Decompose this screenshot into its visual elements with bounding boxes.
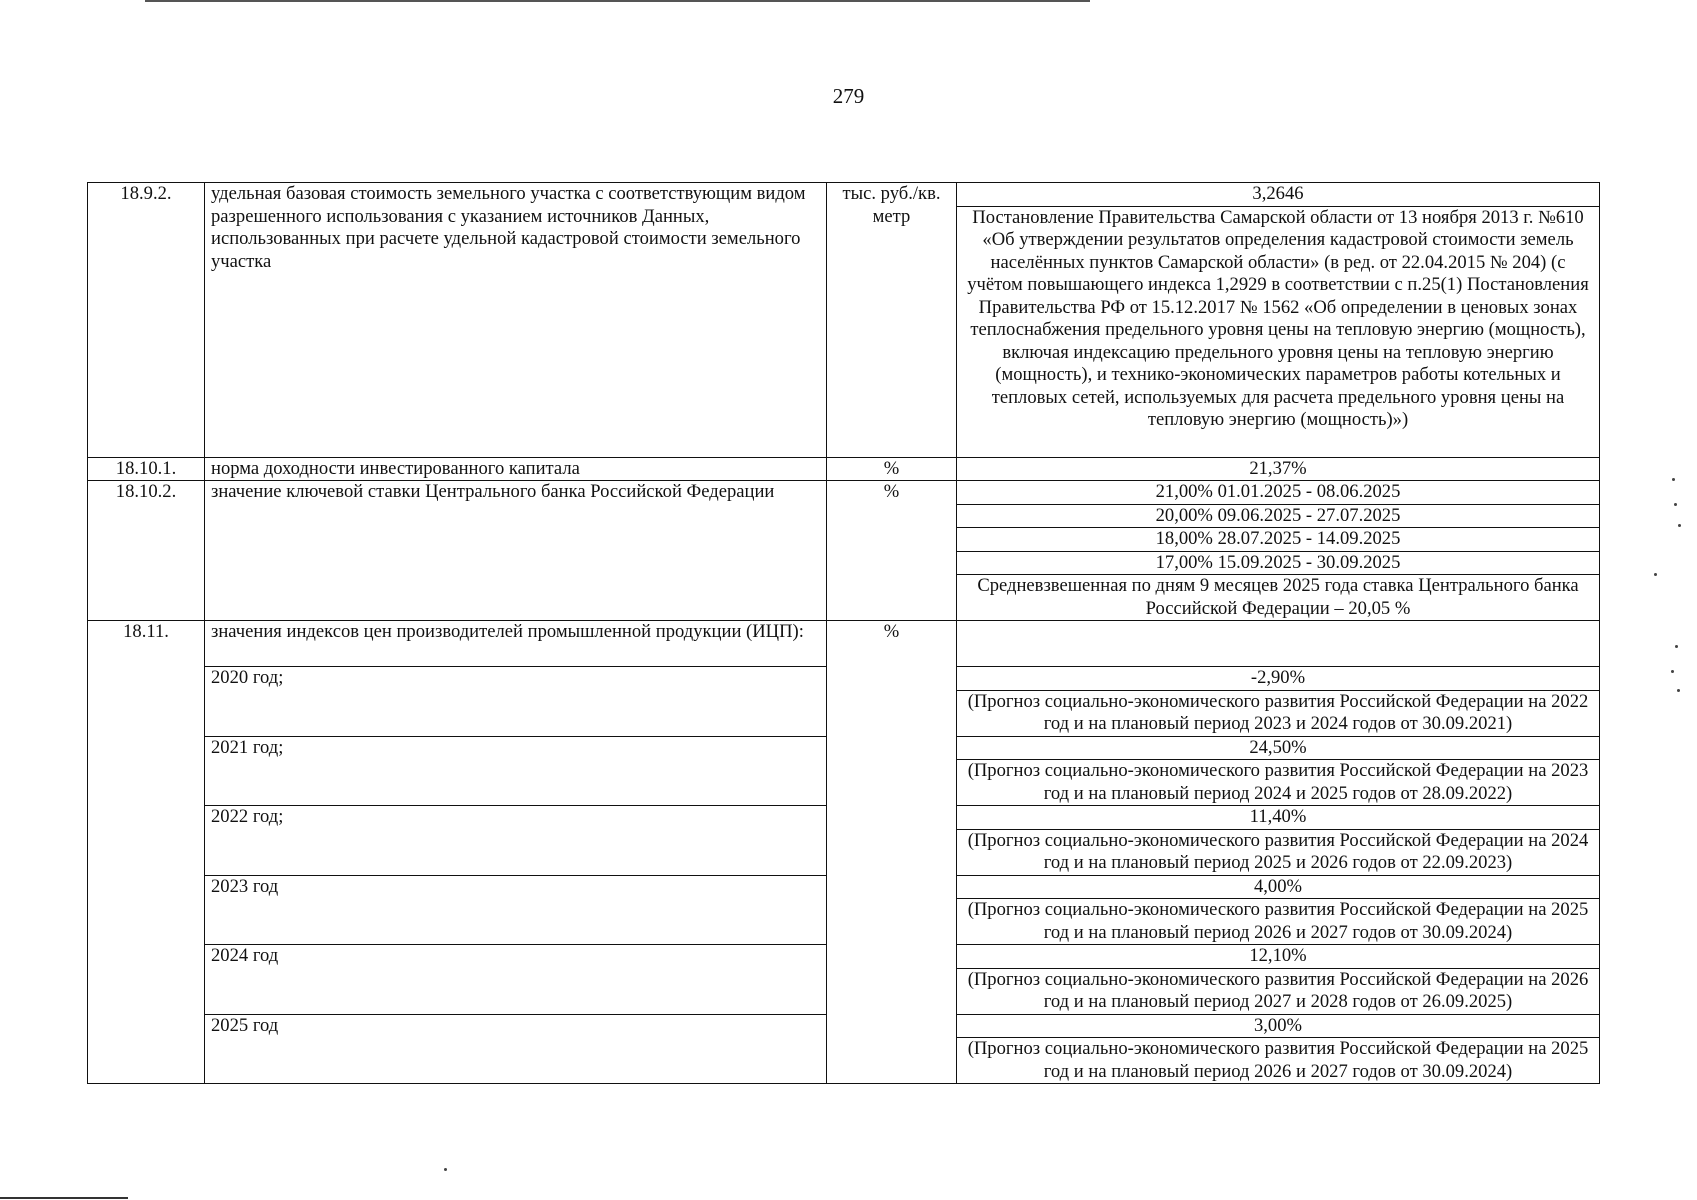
key-rate-period: 21,00% 01.01.2025 - 08.06.2025 (957, 481, 1600, 505)
ppi-source: (Прогноз социально-экономического развития Российской Федерации на 2023 год и на плановый период 2024 и 2025 годов от 28.09.2022) (957, 760, 1600, 806)
scan-speck (1672, 478, 1675, 481)
ppi-source: (Прогноз социально-экономического развития Российской Федерации на 2022 год и на плановый период 2023 и 2024 годов от 30.09.2021) (957, 690, 1600, 736)
row-description: удельная базовая стоимость земельного участка с соответствующим видом разрешенного использования с указанием источников Данных, использованных при расчете удельной кадастровой стоимости земельного участка (205, 183, 827, 458)
scan-speck (1671, 670, 1674, 673)
ppi-source: (Прогноз социально-экономического развития Российской Федерации на 2025 год и на плановый период 2026 и 2027 годов от 30.09.2024) (957, 899, 1600, 945)
row-number: 18.9.2. (88, 183, 205, 458)
table-row (88, 457, 1600, 481)
ppi-value: 4,00% (957, 875, 1600, 899)
row-number: 18.10.1. (88, 457, 205, 481)
page-number: 279 (832, 84, 865, 108)
scan-speck (1674, 503, 1677, 506)
row-unit: % (827, 621, 957, 1084)
ppi-value: 24,50% (957, 736, 1600, 760)
row-number: 18.10.2. (88, 481, 205, 621)
row-unit: % (827, 481, 957, 621)
row-source: Постановление Правительства Самарской области от 13 ноября 2013 г. №610 «Об утверждении результатов определения кадастровой стоимости земель населённых пунктов Самарской области» (в ред. от 22.04.2015 № 204) (с учётом повышающего индекса 1,2929 в соответствии с п.25(1) Постановления Правительства РФ от 15.12.2017 № 1562 «Об определении в ценовых зонах теплоснабжения предельного уровня цены на тепловую энергию (мощность), включая индексацию предельного уровня цены на тепловую энергию (мощность), и технико-экономических параметров работы котельных и тепловых сетей, используемых для расчета предельного уровня цены на тепловую энергию (мощность)») (957, 206, 1600, 457)
ppi-source: (Прогноз социально-экономического развития Российской Федерации на 2024 год и на плановый период 2025 и 2026 годов от 22.09.2023) (957, 829, 1600, 875)
key-rate-period: 18,00% 28.07.2025 - 14.09.2025 (957, 528, 1600, 552)
scan-speck (444, 1168, 447, 1171)
year-label: 2025 год (205, 1014, 827, 1084)
scan-edge-line (0, 1197, 128, 1199)
row-description: значение ключевой ставки Центрального банка Российской Федерации (205, 481, 827, 621)
scan-speck (1654, 573, 1657, 576)
scan-speck (1675, 645, 1678, 648)
ppi-value: 12,10% (957, 945, 1600, 969)
row-unit: % (827, 457, 957, 481)
ppi-source: (Прогноз социально-экономического развития Российской Федерации на 2025 год и на плановый период 2026 и 2027 годов от 30.09.2024) (957, 1038, 1600, 1084)
tariff-parameters-table (87, 182, 1600, 1084)
year-label: 2020 год; (205, 667, 827, 737)
row-description: норма доходности инвестированного капитала (205, 457, 827, 481)
ppi-source: (Прогноз социально-экономического развития Российской Федерации на 2026 год и на плановый период 2027 и 2028 годов от 26.09.2025) (957, 968, 1600, 1014)
row-value: 3,2646 (957, 183, 1600, 207)
scan-edge-line (145, 0, 1090, 2)
row-value: 21,37% (957, 457, 1600, 481)
year-label: 2022 год; (205, 806, 827, 876)
table-row (88, 481, 1600, 505)
ppi-value: 11,40% (957, 806, 1600, 830)
row-unit: тыс. руб./кв. метр (827, 183, 957, 458)
year-label: 2024 год (205, 945, 827, 1015)
ppi-value: -2,90% (957, 667, 1600, 691)
scan-speck (1677, 689, 1680, 692)
row-description: значения индексов цен производителей промышленной продукции (ИЦП): (205, 621, 827, 667)
ppi-value: 3,00% (957, 1014, 1600, 1038)
scan-speck (1678, 524, 1681, 527)
year-label: 2023 год (205, 875, 827, 945)
table-row (88, 621, 1600, 667)
key-rate-summary: Средневзвешенная по дням 9 месяцев 2025 года ставка Центрального банка Российской Федерации – 20,05 % (957, 575, 1600, 621)
key-rate-period: 20,00% 09.06.2025 - 27.07.2025 (957, 504, 1600, 528)
row-value-empty (957, 621, 1600, 667)
row-number: 18.11. (88, 621, 205, 1084)
key-rate-period: 17,00% 15.09.2025 - 30.09.2025 (957, 551, 1600, 575)
year-label: 2021 год; (205, 736, 827, 806)
table-row (88, 183, 1600, 207)
